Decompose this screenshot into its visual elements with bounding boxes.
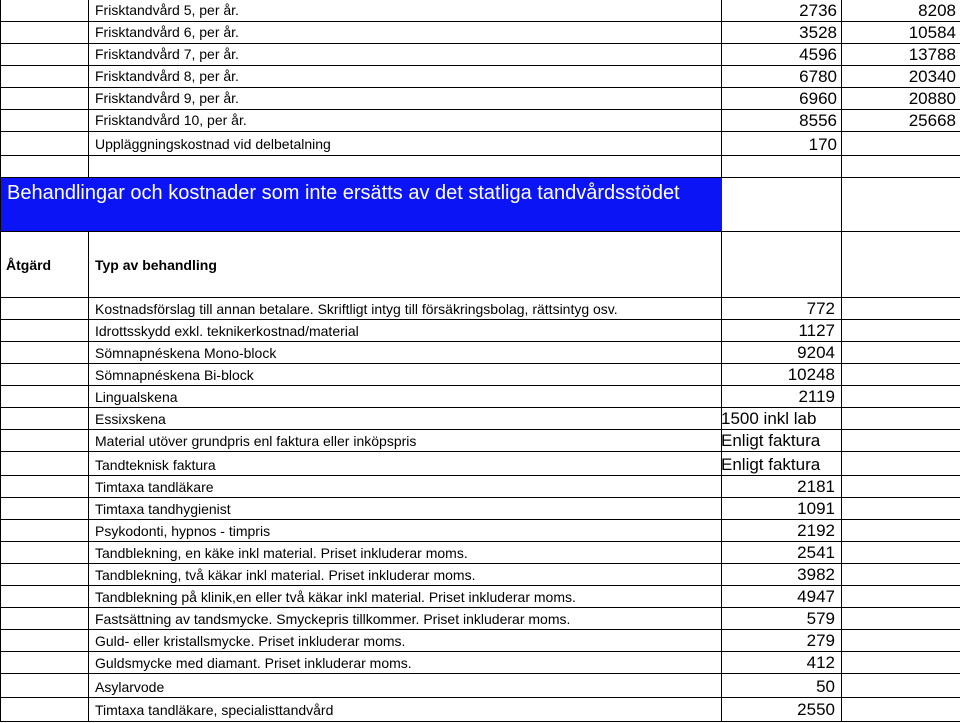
treatment-price: 2192	[721, 520, 842, 542]
treatment-price: 412	[721, 652, 842, 674]
treatment-price: 579	[721, 608, 842, 630]
treatment-label: Kostnadsförslag till annan betalare. Skriftligt intyg till försäkringsbolag, rättsintyg osv.	[88, 298, 722, 320]
treatment-label: Essixskena	[88, 408, 722, 430]
cell-blank	[841, 320, 960, 342]
table-row	[0, 342, 960, 364]
cell-blank	[0, 608, 89, 630]
table-row	[0, 498, 960, 520]
table-row	[0, 408, 960, 430]
treatment-label: Timtaxa tandläkare, specialisttandvård	[88, 698, 722, 722]
treatment-price: 50	[721, 674, 842, 698]
table-row	[0, 364, 960, 386]
row-value-2: 25668	[841, 110, 960, 132]
table-row	[0, 652, 960, 674]
cell-blank	[0, 298, 89, 320]
row-value-2: 20880	[841, 88, 960, 110]
treatment-price: Enligt faktura	[721, 430, 842, 452]
treatment-label: Tandblekning, en käke inkl material. Priset inkluderar moms.	[88, 542, 722, 564]
table-row	[0, 22, 960, 44]
blank-row	[0, 156, 960, 178]
treatment-label: Timtaxa tandläkare	[88, 476, 722, 498]
treatment-price: 279	[721, 630, 842, 652]
treatment-label: Asylarvode	[88, 674, 722, 698]
cell-blank	[0, 630, 89, 652]
cell-blank	[0, 674, 89, 698]
table-row	[0, 0, 960, 22]
cell-blank	[721, 156, 842, 178]
cell-blank	[721, 232, 842, 298]
table-row	[0, 476, 960, 498]
row-value-2: 13788	[841, 44, 960, 66]
row-value-1: 2736	[721, 0, 842, 22]
column-header-type: Typ av behandling	[88, 232, 722, 298]
cell-blank	[841, 408, 960, 430]
treatment-label: Guld- eller kristallsmycke. Priset inkluderar moms.	[88, 630, 722, 652]
cell-blank	[721, 178, 842, 232]
cell-blank	[0, 564, 89, 586]
table-row	[0, 542, 960, 564]
cell-blank	[0, 386, 89, 408]
cell-blank	[841, 608, 960, 630]
table-row	[0, 698, 960, 722]
table-row	[0, 452, 960, 476]
table-row	[0, 520, 960, 542]
table-row	[0, 132, 960, 156]
cell-blank	[0, 652, 89, 674]
treatment-price: 4947	[721, 586, 842, 608]
cell-blank	[0, 476, 89, 498]
cell-blank	[841, 386, 960, 408]
cell-blank	[841, 430, 960, 452]
row-label: Frisktandvård 8, per år.	[88, 66, 722, 88]
cell-blank	[0, 698, 89, 722]
table-row	[0, 564, 960, 586]
cell-blank	[0, 342, 89, 364]
row-label: Frisktandvård 6, per år.	[88, 22, 722, 44]
cell-blank	[841, 652, 960, 674]
treatment-label: Timtaxa tandhygienist	[88, 498, 722, 520]
table-row	[0, 630, 960, 652]
row-value-2: 8208	[841, 0, 960, 22]
cell-blank	[841, 564, 960, 586]
row-label: Frisktandvård 10, per år.	[88, 110, 722, 132]
table-row	[0, 298, 960, 320]
cell-blank	[841, 674, 960, 698]
treatment-price: 1091	[721, 498, 842, 520]
treatment-price: 9204	[721, 342, 842, 364]
treatment-label: Material utöver grundpris enl faktura eller inköpspris	[88, 430, 722, 452]
cell-blank	[0, 0, 89, 22]
treatment-price: 2181	[721, 476, 842, 498]
row-label: Frisktandvård 9, per år.	[88, 88, 722, 110]
row-value-2: 10584	[841, 22, 960, 44]
treatment-price: 2550	[721, 698, 842, 722]
table-row	[0, 430, 960, 452]
treatment-price: 10248	[721, 364, 842, 386]
treatment-label: Lingualskena	[88, 386, 722, 408]
cell-blank	[0, 542, 89, 564]
treatment-price: 3982	[721, 564, 842, 586]
row-value-1: 4596	[721, 44, 842, 66]
table-row	[0, 386, 960, 408]
cell-blank	[0, 44, 89, 66]
treatment-label: Guldsmycke med diamant. Priset inkluderar moms.	[88, 652, 722, 674]
table-row	[0, 66, 960, 88]
table-row	[0, 586, 960, 608]
row-label: Frisktandvård 7, per år.	[88, 44, 722, 66]
cell-blank	[0, 586, 89, 608]
cell-blank	[0, 110, 89, 132]
row-label: Uppläggningskostnad vid delbetalning	[88, 132, 722, 156]
treatment-price: 2119	[721, 386, 842, 408]
treatment-price: Enligt faktura	[721, 452, 842, 476]
row-value-2: 20340	[841, 66, 960, 88]
cell-blank	[0, 320, 89, 342]
cell-blank	[0, 156, 89, 178]
table-row	[0, 320, 960, 342]
treatment-label: Sömnapnéskena Mono-block	[88, 342, 722, 364]
cell-blank	[841, 476, 960, 498]
cell-blank	[841, 452, 960, 476]
cell-blank	[841, 178, 960, 232]
table-row	[0, 674, 960, 698]
cell-blank	[0, 452, 89, 476]
cell-blank	[841, 298, 960, 320]
treatment-label: Tandblekning, två käkar inkl material. Priset inkluderar moms.	[88, 564, 722, 586]
treatment-label: Tandteknisk faktura	[88, 452, 722, 476]
treatment-label: Fastsättning av tandsmycke. Smyckepris tillkommer. Priset inkluderar moms.	[88, 608, 722, 630]
row-label: Frisktandvård 5, per år.	[88, 0, 722, 22]
row-value-1: 6780	[721, 66, 842, 88]
cell-blank	[841, 630, 960, 652]
cell-blank	[0, 132, 89, 156]
section-title: Behandlingar och kostnader som inte ersätts av det statliga tandvårdsstödet	[0, 178, 722, 232]
treatment-label: Tandblekning på klinik,en eller två käkar inkl material. Priset inkluderar moms.	[88, 586, 722, 608]
treatment-price: 1127	[721, 320, 842, 342]
column-header-row	[0, 232, 960, 298]
cell-blank	[841, 698, 960, 722]
table-row	[0, 110, 960, 132]
row-value-1: 8556	[721, 110, 842, 132]
table-row	[0, 608, 960, 630]
row-value-1: 170	[721, 132, 842, 156]
treatment-label: Sömnapnéskena Bi-block	[88, 364, 722, 386]
cell-blank	[841, 232, 960, 298]
treatment-label: Psykodonti, hypnos - timpris	[88, 520, 722, 542]
row-value-1: 3528	[721, 22, 842, 44]
cell-blank	[0, 66, 89, 88]
column-header-action: Åtgärd	[0, 232, 89, 298]
cell-blank	[0, 520, 89, 542]
cell-blank	[841, 542, 960, 564]
cell-blank	[841, 364, 960, 386]
cell-blank	[0, 430, 89, 452]
cell-blank	[841, 498, 960, 520]
treatment-label: Idrottsskydd exkl. teknikerkostnad/material	[88, 320, 722, 342]
row-value-2	[841, 132, 960, 156]
table-row	[0, 88, 960, 110]
cell-blank	[841, 520, 960, 542]
cell-blank	[841, 342, 960, 364]
treatment-price: 1500 inkl lab	[721, 408, 842, 430]
cell-blank	[88, 156, 722, 178]
cell-blank	[841, 156, 960, 178]
row-value-1: 6960	[721, 88, 842, 110]
cell-blank	[0, 22, 89, 44]
treatment-price: 2541	[721, 542, 842, 564]
cell-blank	[841, 586, 960, 608]
cell-blank	[0, 408, 89, 430]
table-row	[0, 44, 960, 66]
cell-blank	[0, 364, 89, 386]
cell-blank	[0, 498, 89, 520]
cell-blank	[0, 88, 89, 110]
treatment-price: 772	[721, 298, 842, 320]
